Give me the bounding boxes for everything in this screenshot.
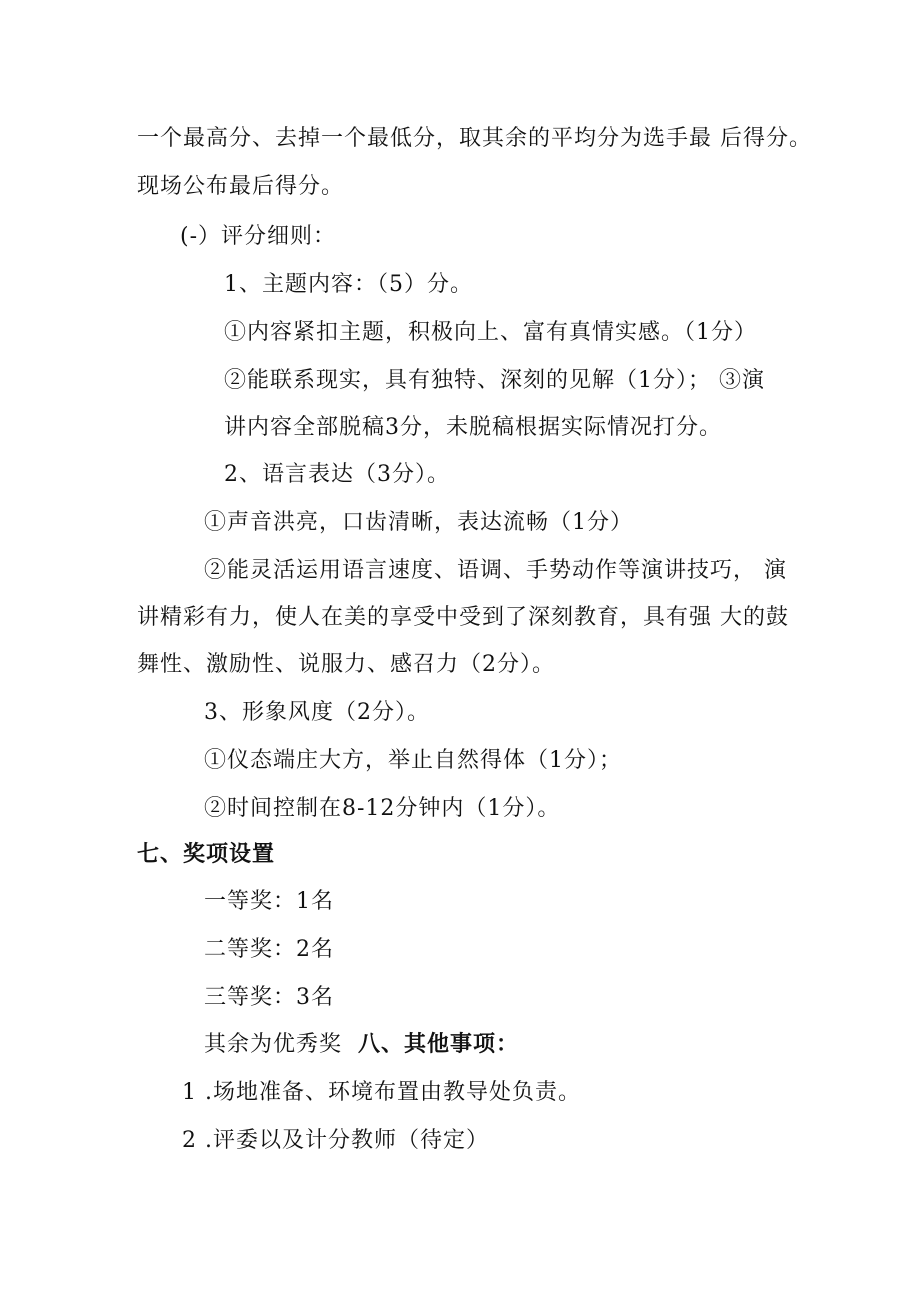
criterion-heading: 2、语言表达（3分）。	[224, 462, 450, 487]
criterion-item: 讲内容全部脱稿3分，未脱稿根据实际情况打分。	[224, 415, 722, 440]
criterion-heading: 3、形象风度（2分）。	[204, 700, 430, 725]
list-item: 2 .评委以及计分教师（待定）	[182, 1128, 489, 1153]
criterion-item: ②能联系现实，具有独特、深刻的见解（1分）； ③演	[224, 368, 765, 393]
list-item: 1 .场地准备、环境布置由教导处负责。	[182, 1080, 581, 1105]
criterion-item: 舞性、激励性、说服力、感召力（2分）。	[137, 652, 555, 677]
criterion-item: 讲精彩有力，使人在美的享受中受到了深刻教育，具有强 大的鼓	[137, 605, 789, 630]
award-item: 三等奖：3名	[204, 985, 334, 1010]
scoring-rules-heading: (-）评分细则：	[180, 224, 337, 249]
criterion-item: ②时间控制在8-12分钟内（1分）。	[204, 796, 561, 821]
criterion-item: ①仪态端庄大方，举止自然得体（1分）；	[204, 748, 622, 773]
others-line	[204, 1030, 519, 1060]
criterion-heading: 1、主题内容：（5）分。	[224, 272, 473, 297]
criterion-item: ①内容紧扣主题，积极向上、富有真情实感。（1分）	[224, 320, 757, 345]
criterion-item: ②能灵活运用语言速度、语调、手势动作等演讲技巧， 演	[204, 558, 787, 583]
others-award-text: 其余为优秀奖	[204, 1032, 343, 1057]
paragraph-line: 一个最高分、去掉一个最低分，取其余的平均分为选手最 后得分。	[137, 126, 812, 151]
section-eight-heading: 八、其他事项：	[358, 1032, 520, 1057]
award-item: 一等奖：1名	[204, 889, 334, 914]
award-item: 二等奖：2名	[204, 937, 334, 962]
paragraph-line: 现场公布最后得分。	[137, 174, 345, 199]
section-seven-heading: 七、奖项设置	[137, 842, 276, 867]
criterion-item: ①声音洪亮，口齿清晰，表达流畅（1分）	[204, 510, 633, 535]
